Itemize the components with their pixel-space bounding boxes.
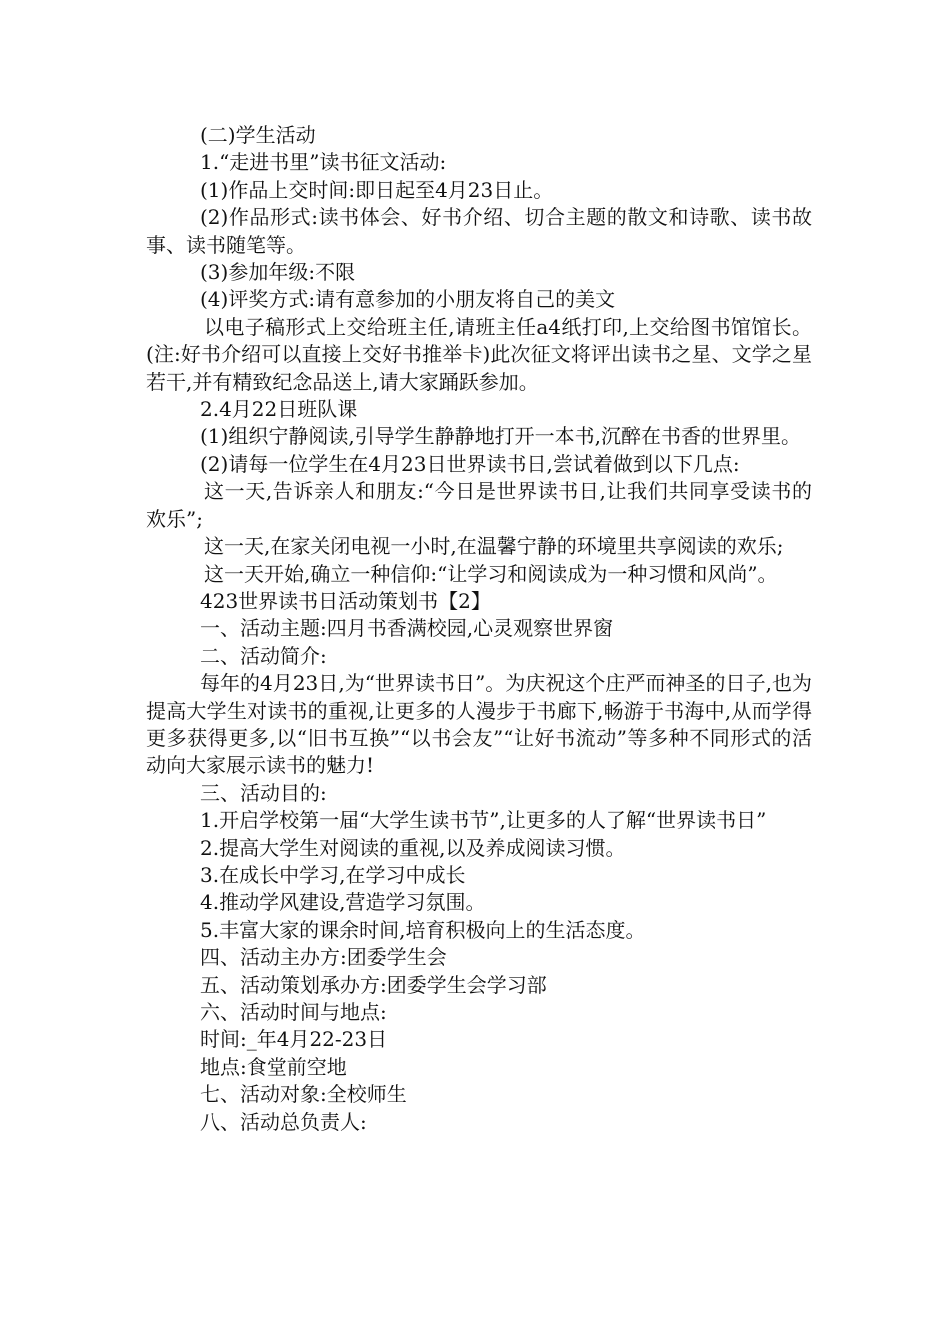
paragraph: 以电子稿形式上交给班主任,请班主任a4纸打印,上交给图书馆馆长。(注:好书介绍可以直接上交好书推举卡)此次征文将评出读书之星、文学之星若干,并有精致纪念品送上,请大家踊跃参加。 xyxy=(146,314,812,394)
list-item: 3.在成长中学习,在学习中成长 xyxy=(200,862,466,887)
list-item: 1.开启学校第一届“大学生读书节”,让更多的人了解“世界读书日” xyxy=(200,808,767,833)
section-heading: 七、活动对象:全校师生 xyxy=(200,1082,407,1107)
list-item: (1)作品上交时间:即日起至4月23日止。 xyxy=(200,177,554,202)
paragraph: 每年的4月23日,为“世界读书日”。为庆祝这个庄严而神圣的日子,也为提高大学生对读书的重视,让更多的人漫步于书廊下,畅游于书海中,从而学得更多获得更多,以“旧书互换”“以书会友”“让好书流动”等多种不同形式的活动向大家展示读书的魅力! xyxy=(146,671,812,778)
section-heading: 四、活动主办方:团委学生会 xyxy=(200,945,447,970)
list-item: (3)参加年级:不限 xyxy=(200,260,356,285)
list-item: 4.推动学风建设,营造学习氛围。 xyxy=(200,890,486,915)
list-item: (1)组织宁静阅读,引导学生静静地打开一本书,沉醉在书香的世界里。 xyxy=(200,424,802,449)
section-heading: 一、活动主题:四月书香满校园,心灵观察世界窗 xyxy=(200,616,614,641)
section-heading: 六、活动时间与地点: xyxy=(200,1000,387,1024)
list-item: 2.4月22日班队课 xyxy=(200,397,358,422)
section-heading: 二、活动简介: xyxy=(200,643,327,668)
paragraph: 这一天,告诉亲人和朋友:“今日是世界读书日,让我们共同享受读书的欢乐”; xyxy=(146,479,812,531)
list-item: 地点:食堂前空地 xyxy=(200,1054,347,1079)
section-heading: 三、活动目的: xyxy=(200,780,327,805)
section-heading: 五、活动策划承办方:团委学生会学习部 xyxy=(200,972,547,997)
list-item: 时间:_年4月22-23日 xyxy=(200,1027,388,1052)
list-item: (4)评奖方式:请有意参加的小朋友将自己的美文 xyxy=(200,287,616,312)
paragraph: 这一天,在家关闭电视一小时,在温馨宁静的环境里共享阅读的欢乐; xyxy=(204,534,784,559)
list-item: 5.丰富大家的课余时间,培育积极向上的生活态度。 xyxy=(200,917,646,942)
document-body xyxy=(146,122,812,1136)
section-heading: (二)学生活动 xyxy=(200,123,316,147)
list-item: 2.提高大学生对阅读的重视,以及养成阅读习惯。 xyxy=(200,835,626,860)
document-title: 423世界读书日活动策划书【2】 xyxy=(200,588,491,613)
paragraph: 这一天开始,确立一种信仰:“让学习和阅读成为一种习惯和风尚”。 xyxy=(204,561,778,586)
list-item: (2)作品形式:读书体会、好书介绍、切合主题的散文和诗歌、读书故事、读书随笔等。 xyxy=(146,205,812,257)
list-item: 1.“走进书里”读书征文活动: xyxy=(200,150,447,175)
section-heading: 八、活动总负责人: xyxy=(200,1109,367,1134)
list-item: (2)请每一位学生在4月23日世界读书日,尝试着做到以下几点: xyxy=(200,451,740,476)
